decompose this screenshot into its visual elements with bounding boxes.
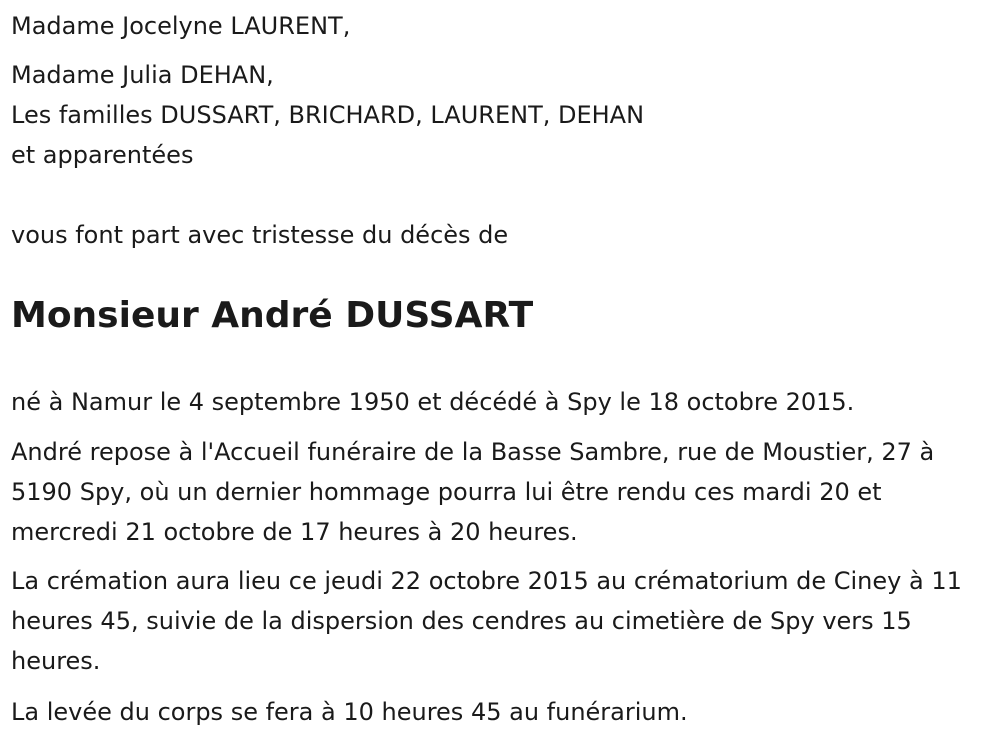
- announcement-text: vous font part avec tristesse du décès de: [11, 221, 509, 249]
- family-line-families: Les familles DUSSART, BRICHARD, LAURENT, DEHAN: [11, 101, 645, 129]
- levee-paragraph: La levée du corps se fera à 10 heures 45 au funérarium.: [11, 698, 688, 726]
- family-line-julia: Madame Julia DEHAN,: [11, 61, 274, 89]
- birth-death-paragraph: né à Namur le 4 septembre 1950 et décédé à Spy le 18 octobre 2015.: [11, 388, 855, 416]
- family-line-relatives: et apparentées: [11, 141, 194, 169]
- family-line-jocelyne: Madame Jocelyne LAURENT,: [11, 12, 351, 40]
- cremation-paragraph: La crémation aura lieu ce jeudi 22 octobre 2015 au crématorium de Ciney à 11 heures 45, suivie de la dispersion des cendres au cimetière de Spy vers 15 heures.: [11, 567, 962, 675]
- repose-paragraph: André repose à l'Accueil funéraire de la Basse Sambre, rue de Moustier, 27 à 5190 Spy, où un dernier hommage pourra lui être rendu ces mardi 20 et mercredi 21 octobre de 17 heures à 20 heures.: [11, 438, 935, 546]
- deceased-name: Monsieur André DUSSART: [11, 295, 534, 336]
